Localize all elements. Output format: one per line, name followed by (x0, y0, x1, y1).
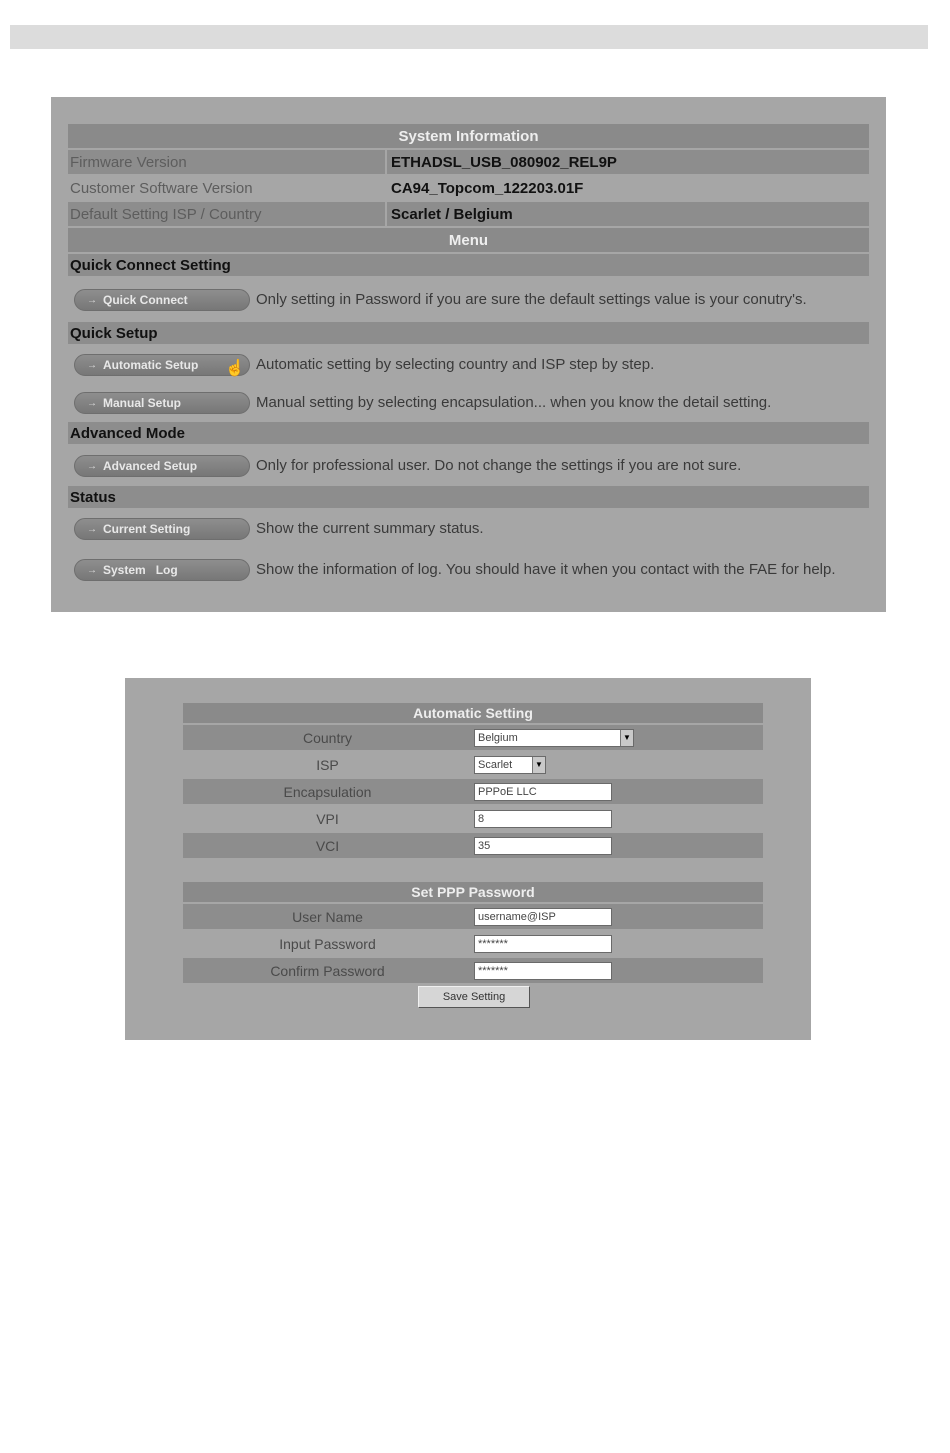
password-label: Input Password (279, 935, 376, 952)
encapsulation-field (472, 783, 763, 801)
confirm-password-input[interactable]: ******* (474, 962, 612, 980)
top-gray-bar (10, 25, 928, 49)
country-select-value: Belgium (478, 731, 518, 744)
vpi-field (472, 810, 763, 828)
isp-select-value: Scarlet (478, 758, 513, 771)
hand-cursor-icon: ☝ (225, 360, 245, 377)
software-version-value: CA94_Topcom_122203.01F (387, 176, 869, 200)
password-input[interactable]: ******* (474, 935, 612, 953)
username-field (472, 908, 763, 926)
current-setting-button[interactable] (74, 518, 250, 540)
username-label: User Name (292, 908, 363, 925)
quick-connect-button-label: Quick Connect (103, 293, 188, 307)
country-field (472, 729, 763, 747)
arrow-right-icon: → (87, 523, 97, 535)
save-setting-button[interactable]: Save Setting (418, 986, 530, 1008)
country-row (183, 725, 763, 750)
main-menu-table (68, 124, 869, 592)
menu-header: Menu (68, 228, 869, 252)
firmware-version-row (68, 150, 869, 174)
confirm-password-field (472, 962, 763, 980)
advanced-setup-desc: Only for professional user. Do not change the settings if you are not sure. (256, 457, 742, 474)
current-setting-desc: Show the current summary status. (256, 520, 484, 537)
chevron-down-icon[interactable]: ▼ (620, 730, 633, 746)
vci-field (472, 837, 763, 855)
country-label: Country (302, 729, 353, 746)
vci-label: VCI (315, 837, 340, 854)
router-main-menu-panel (51, 97, 886, 612)
password-field (472, 935, 763, 953)
system-info-header: System Information (68, 124, 869, 148)
default-isp-row (68, 202, 869, 226)
username-input[interactable]: username@ISP (474, 908, 612, 926)
menu-item-automatic-setup (68, 346, 869, 384)
confirm-password-row (183, 958, 763, 983)
advanced-setup-button[interactable] (74, 455, 250, 477)
advanced-setup-button-label: Advanced Setup (103, 459, 198, 473)
arrow-right-icon: → (87, 397, 97, 409)
section-quick-setup: Quick Setup (68, 322, 869, 344)
ppp-password-header: Set PPP Password (183, 882, 763, 902)
isp-field (472, 756, 763, 774)
manual-setup-desc: Manual setting by selecting encapsulation... when you know the detail setting. (256, 394, 772, 411)
encapsulation-row (183, 779, 763, 804)
automatic-setup-button[interactable] (74, 354, 250, 376)
menu-item-manual-setup (68, 384, 869, 422)
isp-label: ISP (316, 756, 339, 773)
vpi-label: VPI (316, 810, 339, 827)
arrow-right-icon: → (87, 564, 97, 576)
arrow-right-icon: → (87, 294, 97, 306)
automatic-setting-panel (125, 678, 811, 1040)
vci-row (183, 833, 763, 858)
firmware-version-label: Firmware Version (68, 150, 385, 174)
menu-item-current-setting (68, 510, 869, 548)
system-log-button-label: System Log (103, 563, 178, 577)
quick-connect-desc: Only setting in Password if you are sure the default settings value is your conutry's. (256, 291, 807, 308)
software-version-row (68, 176, 869, 200)
automatic-setup-desc: Automatic setting by selecting country and ISP step by step. (256, 356, 655, 373)
software-version-label: Customer Software Version (68, 176, 385, 200)
encapsulation-label: Encapsulation (283, 783, 372, 800)
automatic-setting-header: Automatic Setting (183, 703, 763, 723)
default-isp-value: Scarlet / Belgium (387, 202, 869, 226)
password-row (183, 931, 763, 956)
manual-setup-button[interactable] (74, 392, 250, 414)
manual-setup-button-label: Manual Setup (103, 396, 182, 410)
section-status: Status (68, 486, 869, 508)
confirm-password-label: Confirm Password (270, 962, 385, 979)
vpi-input[interactable]: 8 (474, 810, 612, 828)
arrow-right-icon: → (87, 460, 97, 472)
automatic-setting-form (183, 703, 763, 985)
country-select[interactable] (474, 729, 634, 747)
firmware-version-value: ETHADSL_USB_080902_REL9P (387, 150, 869, 174)
current-setting-button-label: Current Setting (103, 522, 191, 536)
isp-select[interactable] (474, 756, 546, 774)
menu-item-quick-connect (68, 278, 869, 322)
default-isp-label: Default Setting ISP / Country (68, 202, 385, 226)
system-log-desc: Show the information of log. You should have it when you contact with the FAE for help. (256, 561, 836, 578)
section-advanced-mode: Advanced Mode (68, 422, 869, 444)
chevron-down-icon[interactable]: ▼ (532, 757, 545, 773)
encapsulation-input[interactable]: PPPoE LLC (474, 783, 612, 801)
automatic-setup-button-label: Automatic Setup (103, 358, 199, 372)
username-row (183, 904, 763, 929)
arrow-right-icon: → (87, 359, 97, 371)
section-quick-connect: Quick Connect Setting (68, 254, 869, 276)
menu-item-advanced-setup (68, 446, 869, 486)
isp-row (183, 752, 763, 777)
vci-input[interactable]: 35 (474, 837, 612, 855)
quick-connect-button[interactable] (74, 289, 250, 311)
menu-item-system-log (68, 548, 869, 592)
system-log-button[interactable] (74, 559, 250, 581)
vpi-row (183, 806, 763, 831)
